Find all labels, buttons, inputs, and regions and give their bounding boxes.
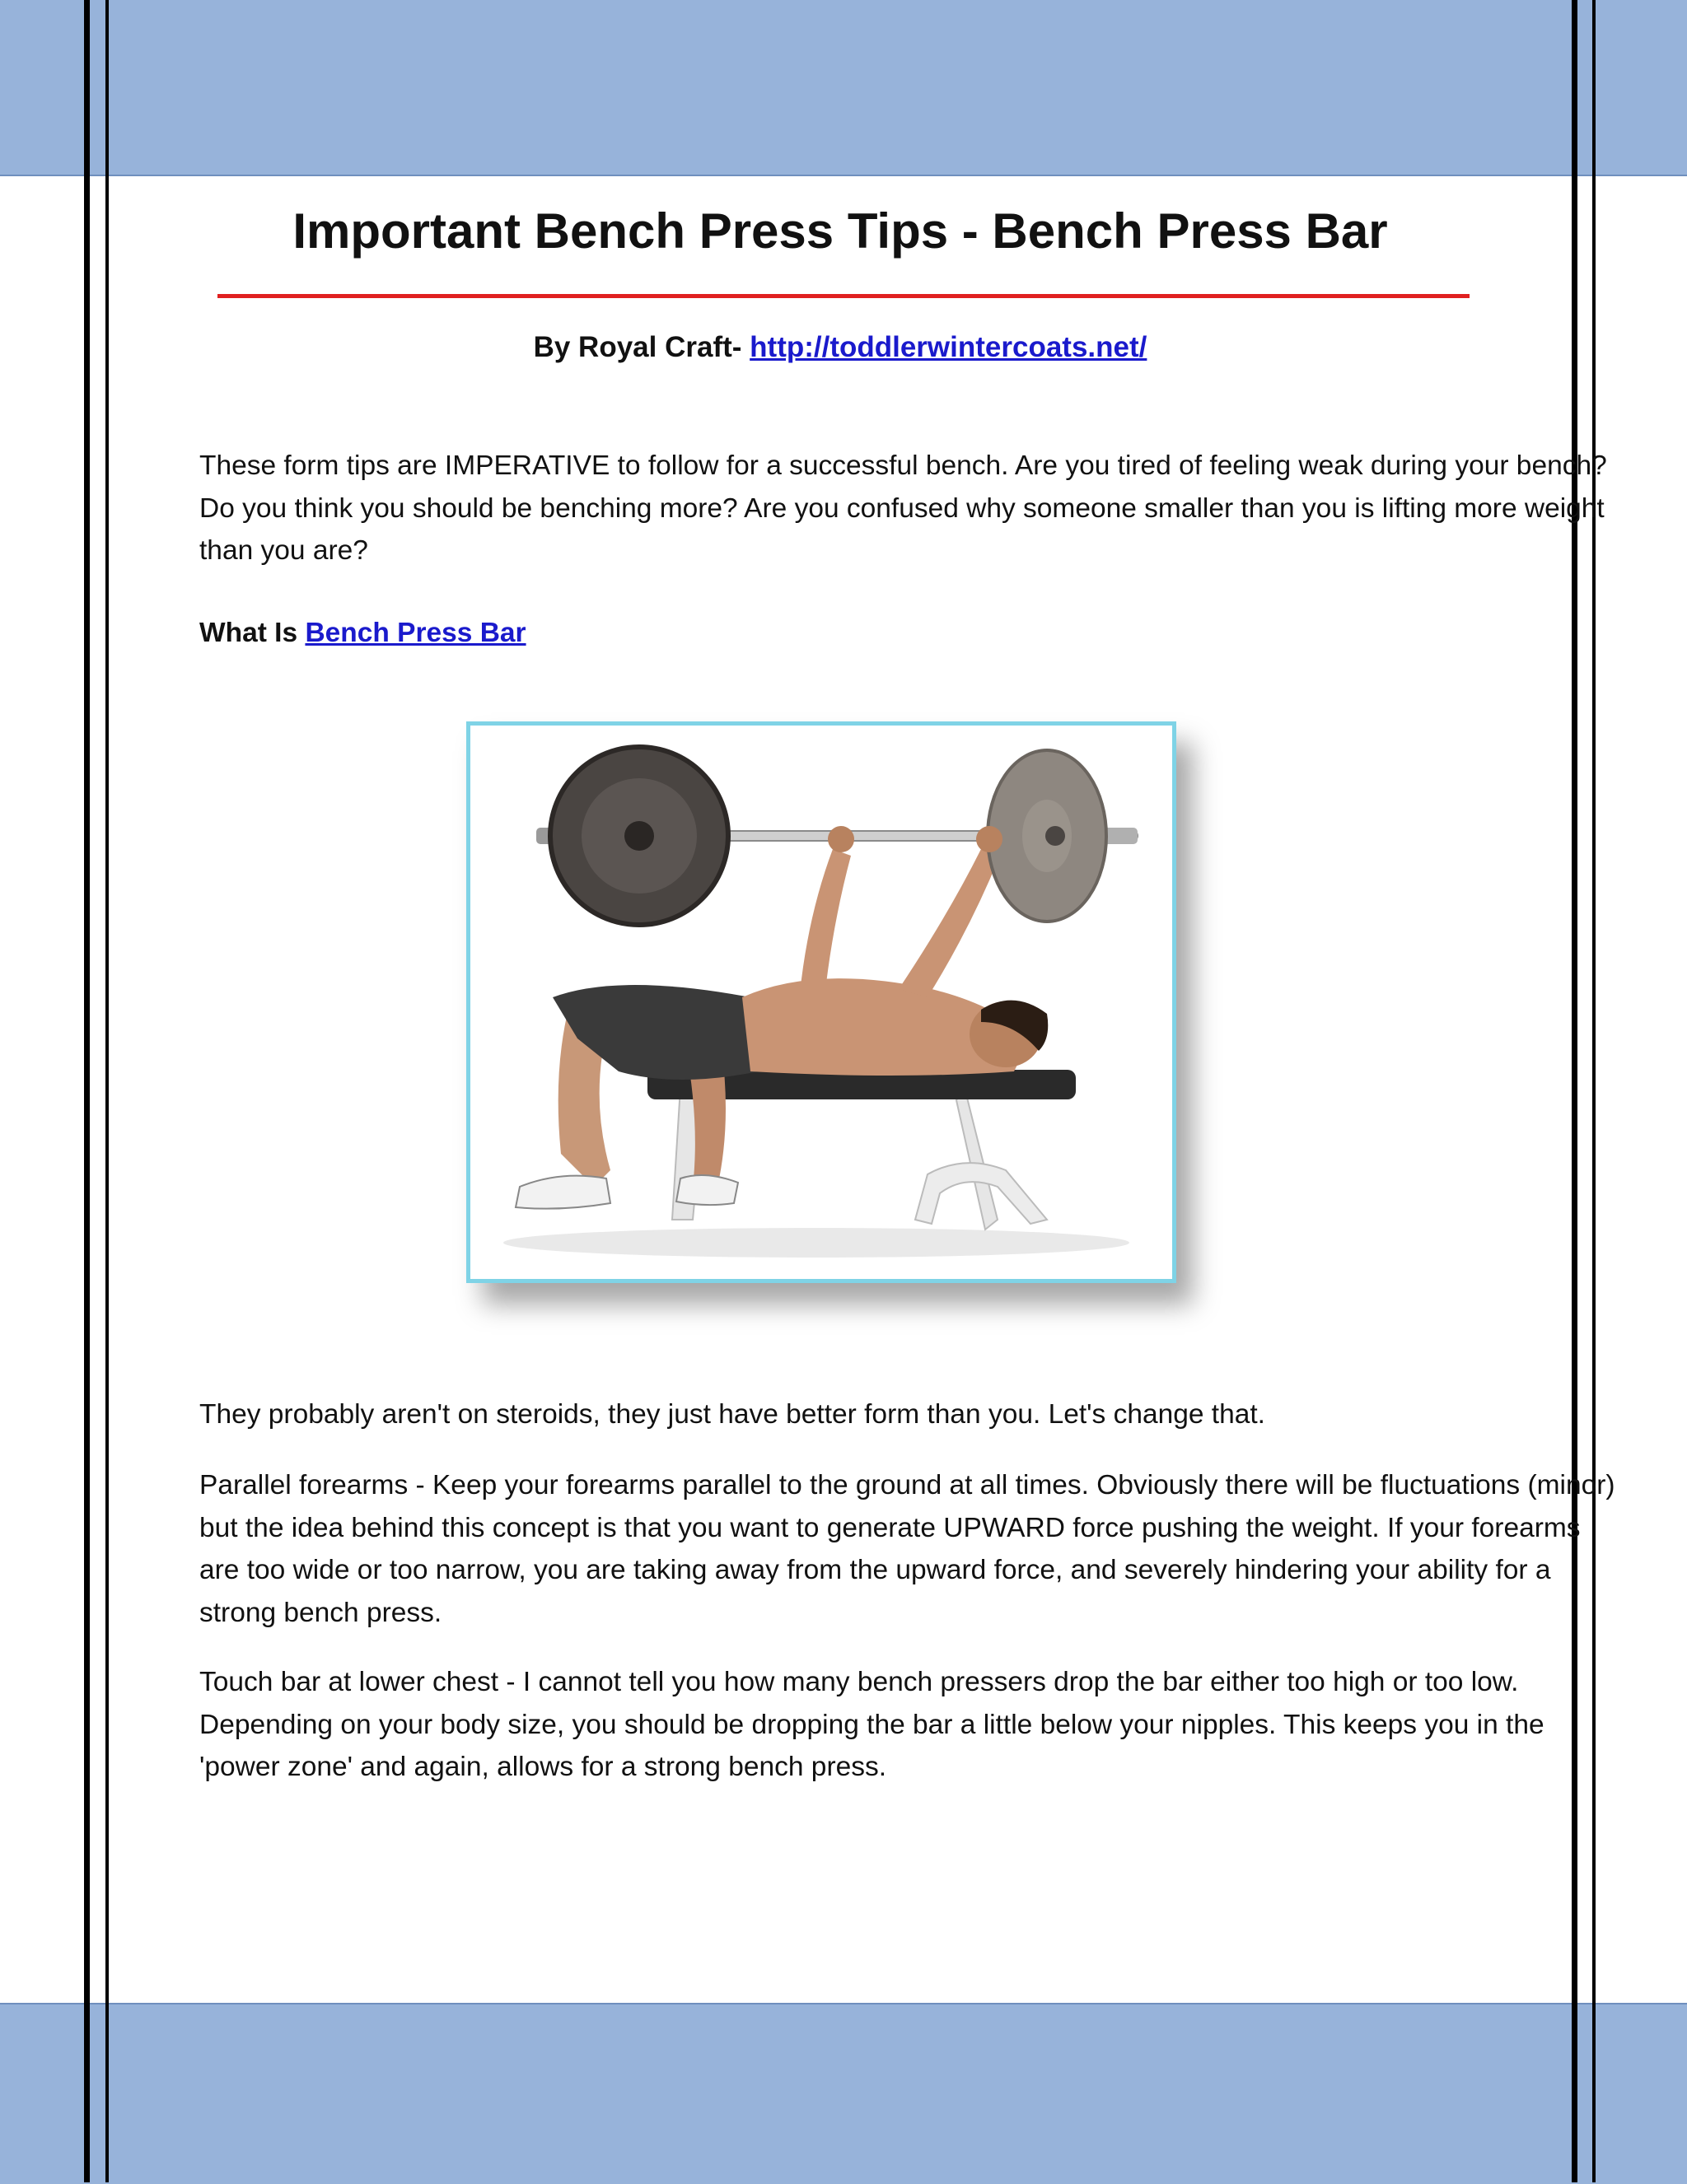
right-border-outer (1592, 0, 1596, 2182)
intro-paragraph: These form tips are IMPERATIVE to follow for a successful bench. Are you tired of feeling weak during your bench? Do you think you should be benching more? Are you confused why someone smaller than you is lifting more weight than you are? (199, 450, 1607, 566)
paragraph-form: They probably aren't on steroids, they just have better form than you. Let's change that. (199, 1399, 1265, 1430)
subheading-label: What Is (199, 618, 306, 648)
bench-press-illustration (470, 726, 1172, 1279)
paragraph-touch-bar: Touch bar at lower chest - I cannot tell you how many bench pressers drop the bar either too high or too low. Depending on your body size, you should be dropping the bar a little below your nipples. This keeps you in the 'power zone' and again, allows for a strong bench press. (199, 1667, 1544, 1782)
title-divider (217, 294, 1470, 298)
left-border-outer (84, 0, 90, 2182)
byline-author: By Royal Craft- (533, 331, 750, 363)
document-page (109, 0, 1615, 2182)
bench-press-photo (466, 721, 1176, 1283)
paragraph-parallel-forearms: Parallel forearms - Keep your forearms parallel to the ground at all times. Obviously there will be fluctuations (minor) but the idea behind this concept is that you want to generate UPWARD force pushing the weight. If your forearms are too wide or too narrow, you are taking away from the upward force, and severely hindering your ability for a strong bench press. (199, 1470, 1615, 1628)
page-title: Important Bench Press Tips - Bench Press Bar (292, 203, 1388, 259)
right-border-inner (1572, 0, 1577, 2182)
subheading (199, 618, 526, 649)
byline-link[interactable]: http://toddlerwintercoats.net/ (750, 331, 1147, 363)
byline (109, 331, 1572, 364)
bench-press-bar-link[interactable]: Bench Press Bar (305, 618, 526, 648)
